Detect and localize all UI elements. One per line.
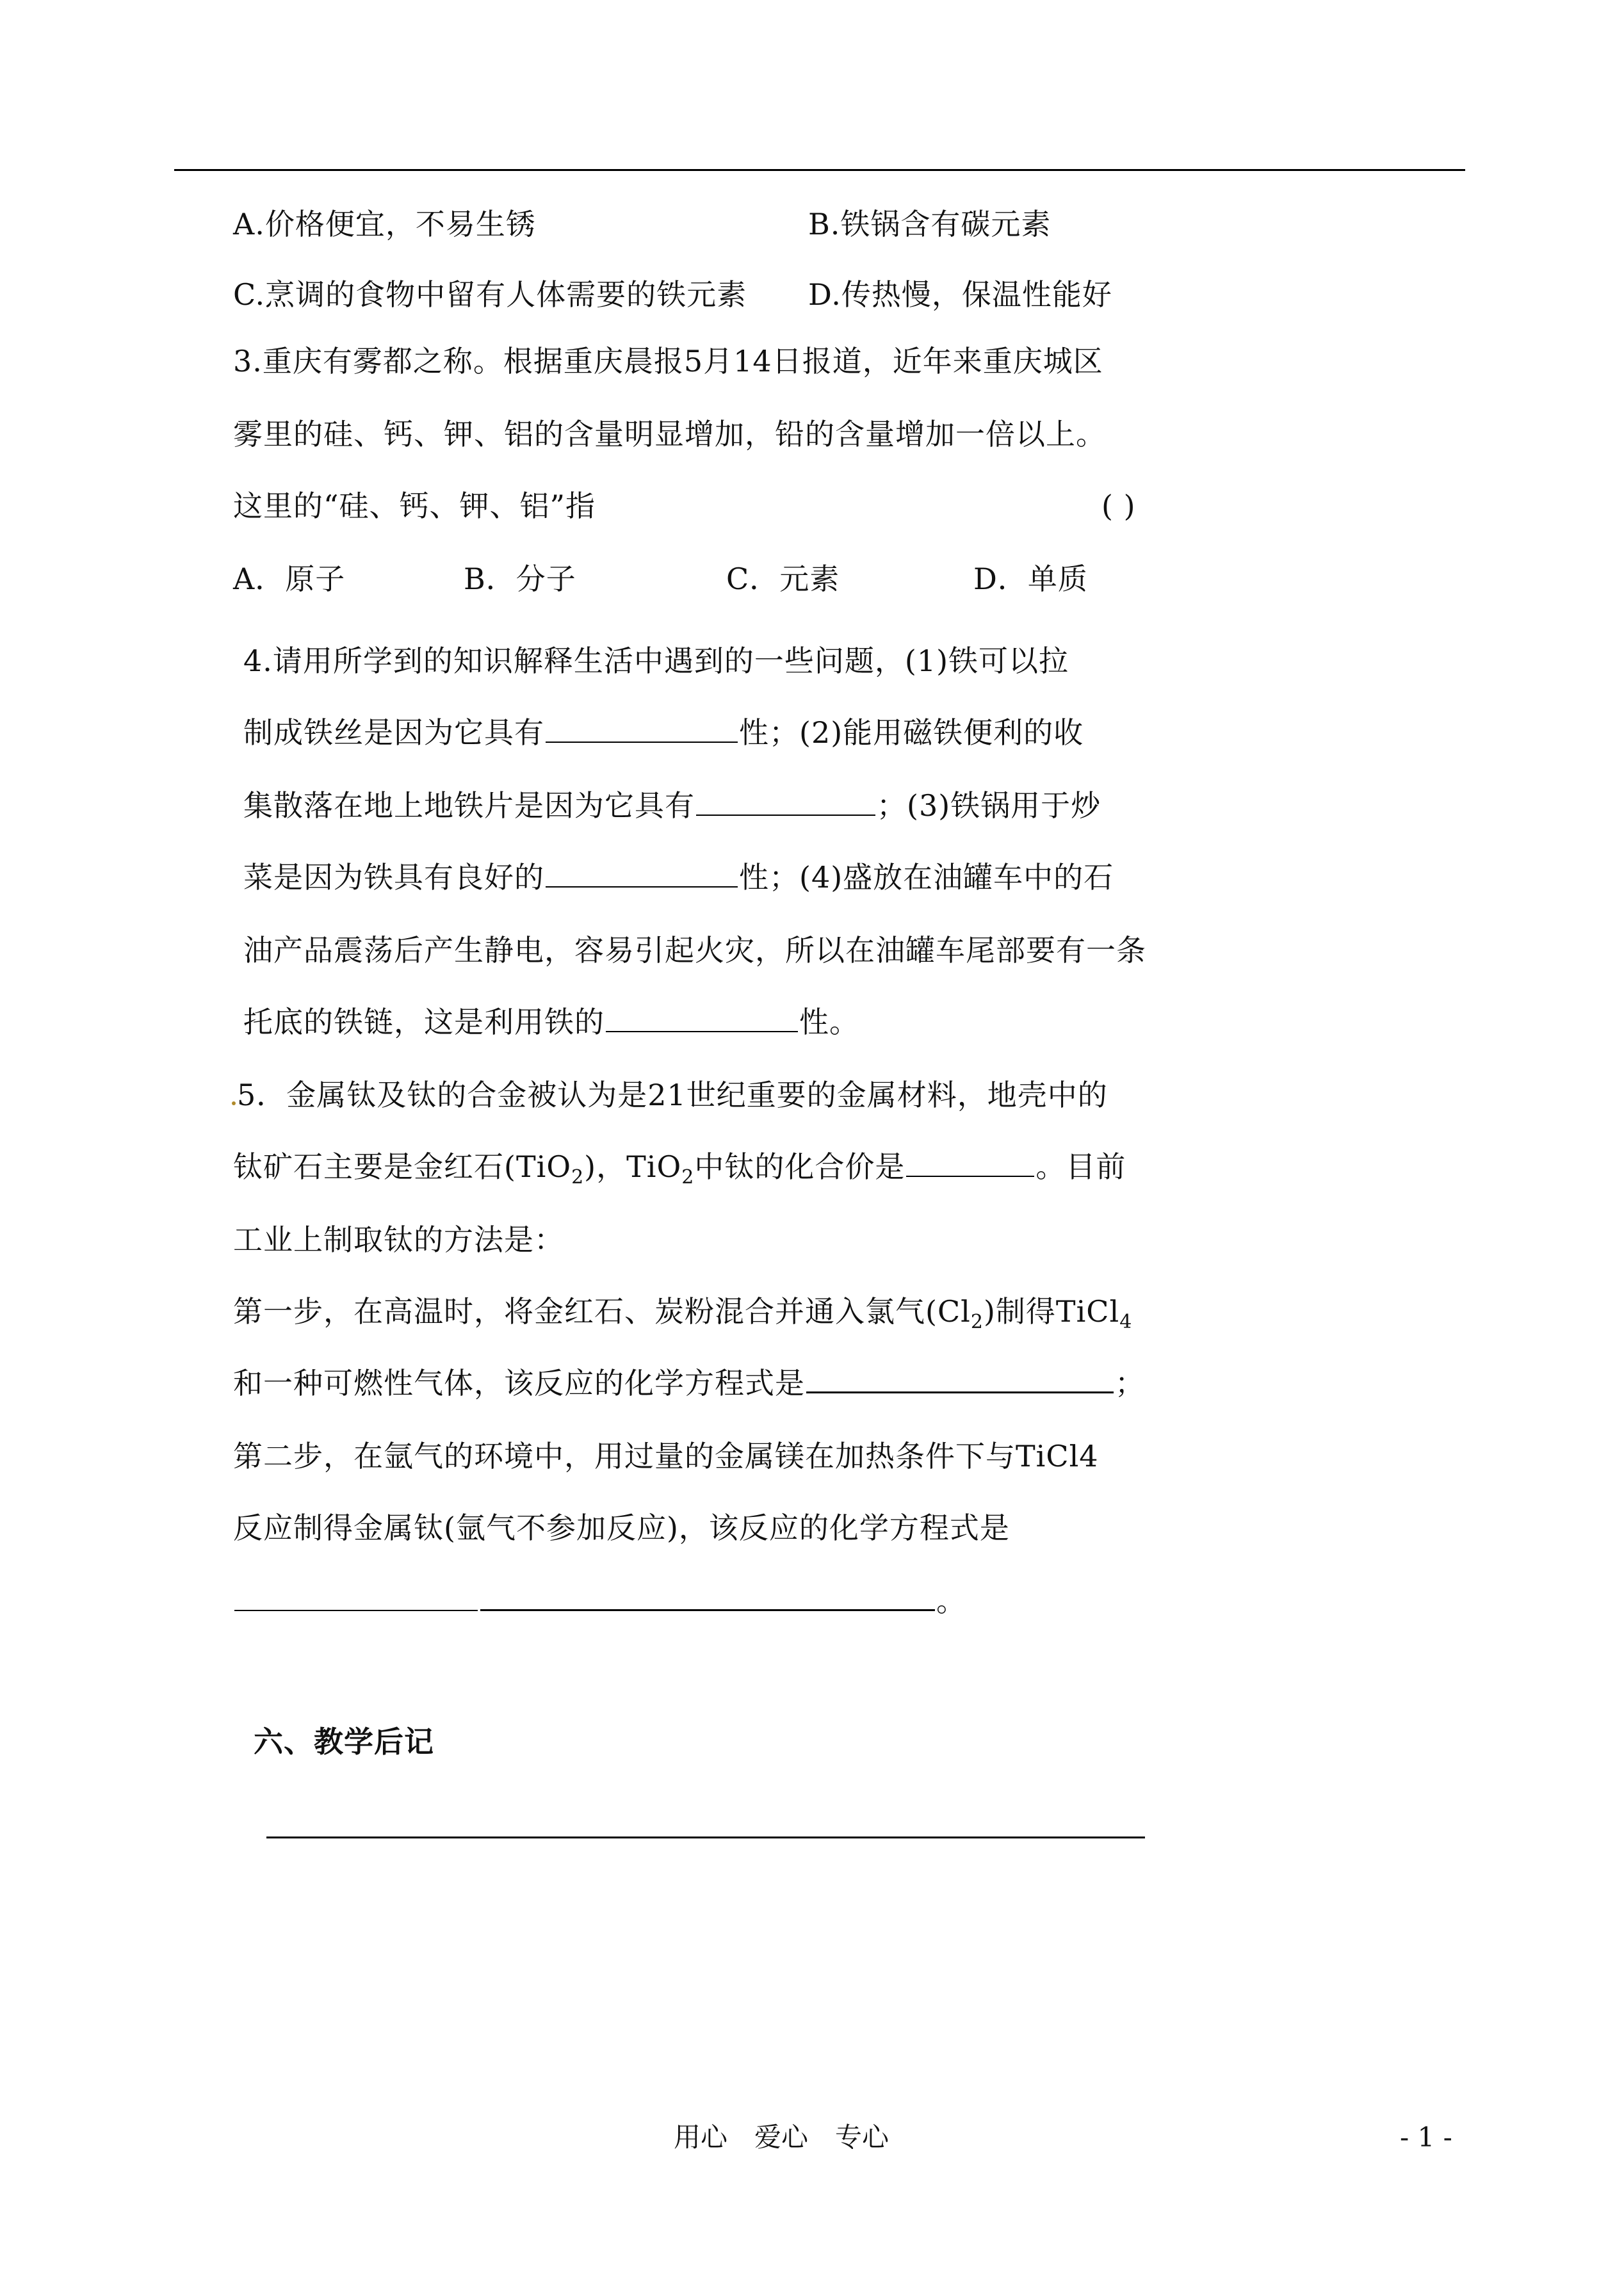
footer-page-number: - 1 -: [1400, 2121, 1452, 2153]
q5-line-4: 第一步，在高温时，将金红石、炭粉混合并通入氯气$(Cl_2)$制得TiCl$_4$: [233, 1294, 1133, 1334]
q5-line-3: 工业上制取钛的方法是：: [233, 1222, 564, 1257]
q5-line-6: 第二步，在氩气的环境中，用过量的金属镁在加热条件下与TiCl4: [233, 1439, 1099, 1473]
q3-option-a: A．原子: [233, 562, 346, 596]
q2-option-c: C.烹调的食物中留有人体需要的铁元素: [233, 277, 747, 312]
q5-line-2: 钛矿石主要是金红石(TiO$_2$)，TiO$_2$中钛的化合价是 。目前: [233, 1149, 1126, 1189]
q4-line-1: 4.请用所学到的知识解释生活中遇到的一些问题，(1)铁可以拉: [243, 644, 1069, 678]
q5-blank-equation-1[interactable]: [806, 1366, 1114, 1393]
q4-blank-3[interactable]: [546, 861, 738, 888]
q4-line-3: 集散落在地上地铁片是因为它具有 ；(3)铁锅用于炒: [243, 788, 1101, 823]
notes-rule[interactable]: [266, 1837, 1145, 1838]
q3-answer-bracket: ( ): [1101, 489, 1136, 523]
q4-blank-1[interactable]: [546, 716, 738, 743]
q2-option-a: A.价格便宜，不易生锈: [233, 207, 536, 241]
stray-dot: [232, 1101, 236, 1105]
q3-option-b: B．分子: [464, 562, 576, 596]
q5-blank-equation-2b[interactable]: [480, 1584, 935, 1611]
q3-line-1: 3.重庆有雾都之称。根据重庆晨报5月14日报道，近年来重庆城区: [233, 344, 1103, 378]
q3-line-2: 雾里的硅、钙、钾、铝的含量明显增加，铅的含量增加一倍以上。: [233, 417, 1106, 451]
header-rule: [174, 169, 1465, 171]
q3-option-d: D．单质: [973, 562, 1088, 596]
q5-line-8: 。: [233, 1582, 966, 1620]
q5-blank-valence[interactable]: [906, 1150, 1034, 1177]
q5-line-7: 反应制得金属钛(氩气不参加反应)，该反应的化学方程式是: [233, 1511, 1010, 1545]
q4-line-5: 油产品震荡后产生静电，容易引起火灾，所以在油罐车尾部要有一条: [243, 933, 1146, 968]
q5-line-5: 和一种可燃性气体，该反应的化学方程式是 ；: [233, 1366, 1145, 1400]
q4-line-6: 托底的铁链，这是利用铁的 性。: [243, 1005, 859, 1039]
q4-line-2: 制成铁丝是因为它具有 性；(2)能用磁铁便利的收: [243, 715, 1084, 750]
q3-option-c: C．元素: [726, 562, 840, 596]
q5-blank-equation-2a[interactable]: [234, 1584, 478, 1611]
q5-line-1: 5．金属钛及钛的合金被认为是21世纪重要的金属材料，地壳中的: [237, 1078, 1108, 1112]
q4-line-4: 菜是因为铁具有良好的 性；(4)盛放在油罐车中的石: [243, 860, 1114, 895]
q3-line-3: 这里的“硅、钙、钾、铝”指: [233, 489, 596, 523]
q4-blank-2[interactable]: [696, 789, 875, 816]
q2-option-d: D.传热慢，保温性能好: [808, 277, 1112, 312]
q4-blank-4[interactable]: [606, 1005, 798, 1032]
footer-motto: 用心 爱心 专心: [674, 2121, 889, 2153]
q2-option-b: B.铁锅含有碳元素: [808, 207, 1052, 241]
section-6-title: 六、教学后记: [254, 1724, 434, 1759]
